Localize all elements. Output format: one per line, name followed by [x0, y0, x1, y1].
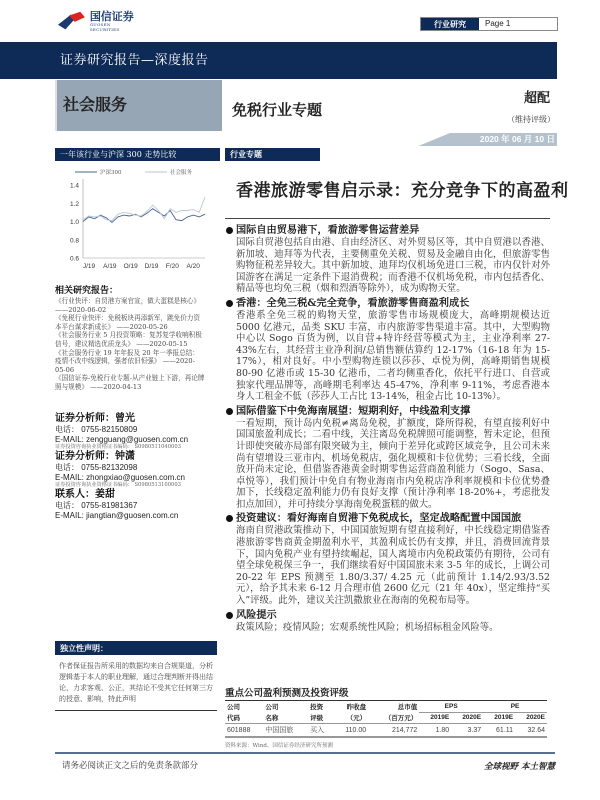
- table-row: [225, 724, 547, 738]
- related-report-link[interactable]: 《行业快评：自贸港方案官宣，做大蛋糕是核心》 ——2020-06-02: [55, 297, 201, 314]
- bullet-icon: [226, 515, 233, 522]
- company-logo: [58, 8, 138, 34]
- industry-name: 社会服务: [55, 80, 222, 131]
- th: 2020E: [526, 714, 545, 722]
- th: 昨收盘: [346, 703, 367, 711]
- section: [226, 405, 550, 511]
- x-tick-label: J/19: [82, 263, 96, 270]
- cell: 1.80: [419, 724, 451, 738]
- section-heading-text: 投资建议：看好海南自贸港下免税成长，坚定战略配置中国国旅: [236, 512, 522, 525]
- section: [226, 297, 550, 403]
- th: 总市值: [397, 703, 418, 711]
- related-report-link[interactable]: 《社会服务行业 5 月投资策略：复苏复学收响积极信号，建议精选优质龙头》 ——2020-05-15: [55, 331, 202, 348]
- th: 公司: [227, 703, 240, 711]
- date-bar-mask: [55, 133, 450, 146]
- analyst-phone: 电话： 0755-82132098: [55, 463, 138, 472]
- logo-subtext: GUOSEN SECURITIES: [89, 21, 120, 32]
- related-report-link[interactable]: 《国信证券-免税行业专题-从产业链上下游，再论牌照与规模》 ——2020-04-13: [55, 374, 205, 391]
- analyst-name: 证券分析师：曾光: [55, 413, 135, 424]
- bullet-icon: [226, 612, 233, 619]
- rating: 超配: [523, 91, 550, 106]
- x-tick-label: A/19: [103, 263, 117, 270]
- related-reports: [55, 286, 205, 392]
- contact-email[interactable]: E-MAIL: jiangtian@guosen.com.cn: [55, 510, 179, 520]
- cell: 32.64: [515, 724, 547, 738]
- analyst-cert: 证券投资咨询执业资格证书编码： S0980511040003: [55, 444, 181, 450]
- logo-icon: [58, 11, 86, 31]
- divider: [225, 218, 550, 219]
- x-tick-label: A/20: [186, 263, 200, 270]
- disclaimer-title: 独立性声明：: [55, 641, 217, 655]
- cell: 买入: [308, 724, 333, 738]
- analyst-info: [55, 413, 205, 520]
- legend-label: 社会服务: [170, 170, 193, 176]
- rating-note: （维持评级）: [507, 115, 555, 124]
- section-heading: [226, 405, 550, 418]
- th-pe: PE: [483, 701, 547, 712]
- bullet-icon: [226, 300, 233, 307]
- page-title: 香港旅游零售启示录：充分竞争下的高盈利: [236, 181, 569, 201]
- performance-chart: [55, 163, 215, 275]
- y-tick-label: 1.2: [69, 200, 79, 208]
- analyst-name: 证券分析师：钟潇: [55, 451, 135, 462]
- cell: 214,772: [368, 724, 419, 738]
- disclaimer-text: 作者保证报告所采用的数据均来自合规渠道，分析逻辑基于本人的职业理解，通过合理判断并得出结论，力求客观、公正，其结论不受其它任何第三方的授意、影响，特此声明: [59, 662, 213, 703]
- y-tick-label: 0.6: [69, 255, 79, 263]
- section-heading-text: 风险提示: [236, 608, 277, 621]
- cell: 中国国旅: [263, 724, 308, 738]
- section-body: 一看短期，预计岛内免税≠离岛免税，扩额度，降所得税，有望直接利好中国国旅盈利成长；二看中线，关注离岛免税牌照可能调整，暂未定论，但预计即使突破亦局部有限突破为主，倾向于差异化或跨区域竞争，且公司未来尚有望增设三亚市内、机场免税店，强化规模和卡位优势；三看长线，全面放开尚未定论，但借鉴香港黄金时期零售运营商盈利能力（Sogo、Sasa、卓悦等），我们预计中免自有物业海南市内免税店净利率规模和卡位优势叠加下，长线稳定盈利能力仍有良好支撑（预计净利率 18-20%+，考虑批发扣点加回），并可持续分享海南免税蛋糕的做大。: [236, 417, 550, 510]
- section-heading-text: 国际自由贸易港下，看旅游零售运营差异: [236, 224, 420, 236]
- x-tick-label: F/20: [165, 263, 179, 270]
- th: 投资: [310, 703, 324, 711]
- cell: 601888: [225, 724, 263, 738]
- section-heading-text: 香港：全免三税&完全竞争，看旅游零售商盈利成长: [236, 296, 470, 309]
- related-report-link[interactable]: 《社会服务行业 19 年年报及 20 年一季报总结：疫情不改中线逻辑，强者依旧恒强》 ——2020-05-06: [55, 348, 199, 374]
- footer-line: [55, 752, 225, 754]
- y-tick-label: 1.0: [69, 219, 79, 226]
- footer-disclaimer: 请务必阅读正文之后的免责条款部分: [62, 761, 199, 771]
- report-date: 2020 年 06 月 10 日: [479, 134, 555, 144]
- section-tag: 行业专题: [225, 148, 320, 161]
- analyst-email[interactable]: E-MAIL: zengguang@guosen.com.cn: [55, 434, 189, 444]
- analyst-phone: 电话： 0755-82150809: [55, 425, 138, 434]
- section-body: 国际自贸港包括自由港、自由经济区、对外贸易区等，其中自贸港以香港、新加坡、迪拜等为代表，主要侧重免关税、贸易及金融自由化，但旅游零售购物征税差异较大。其中新加坡、迪拜均仅机场免进口三税，市内仅针对外国游客在满足一定条件下退消费税；而香港不仅机场免税，市内包括香化、精品等也均免三税（烟和烈酒等除外），成为购物天堂。: [236, 237, 550, 295]
- cell: 3.37: [451, 724, 483, 738]
- forecast-table: [225, 685, 547, 749]
- page-number: Page 1: [485, 19, 511, 28]
- related-report-link[interactable]: 《免税行业快评：免税板块再添新军，跳免价力资本平台谋求新成长》 ——2020-05-26: [55, 314, 201, 331]
- main-content: [226, 224, 550, 635]
- th: （元）: [346, 714, 367, 722]
- th: 代码: [227, 714, 240, 722]
- cell: 61.11: [483, 724, 515, 738]
- th: 2019E: [494, 714, 514, 722]
- section: [226, 609, 550, 634]
- bullet-icon: [226, 408, 233, 415]
- page-tag: [420, 17, 558, 31]
- bullet-icon: [226, 227, 233, 234]
- section-heading-text: 国际借鉴下中免海南展望：短期利好，中线盈利支撑: [236, 404, 471, 417]
- x-tick-label: D/19: [144, 263, 159, 270]
- table-title: 重点公司盈利预测及投资评级: [225, 685, 547, 701]
- x-tick-label: O/19: [123, 263, 138, 270]
- th: 2020E: [462, 714, 482, 722]
- contact-name: 联系人：姜甜: [55, 489, 115, 500]
- table-source: 资料来源：Wind、国信证券经济研究所预测: [225, 743, 333, 749]
- th: （百万元）: [384, 714, 418, 722]
- section-heading: [226, 512, 550, 525]
- contact-phone: 电话： 0755-81981367: [55, 501, 138, 510]
- report-topic: 免税行业专题: [232, 101, 323, 119]
- slogan: 全球视野 本土智慧: [484, 762, 555, 772]
- th-eps: EPS: [419, 701, 483, 712]
- section-body: 政策风险；疫情风险；宏观系统性风险；机场招标租金风险等。: [236, 621, 499, 633]
- analyst-cert: 证券投资咨询执业资格证书编码： S0980513100003: [55, 482, 181, 488]
- section: [226, 512, 550, 606]
- th: 评级: [310, 714, 324, 722]
- section-body: 海南自贸港政策推动下，中国国旅短期有望直接利好，中长线稳定期借鉴香港旅游零售商黄金期盈利水平，其盈利成长仍有支撑，并且，消费回流背景下，国内免税产业有望持续崛起，国人离境市内免税政策仍有期待，公司有望全球免税保三争一，我们继续看好中国国旅未来 3-5 年的成长，上调公司 20-22 年 EPS 预测至 1.80/3.37/ 4.25 元（此前预计 1.14/2.93/3.52 元），给予其未来 6-12 月合理市值 2600 亿元（21 年 40x），坚定维持“买入”评级。此外，建议关注凯撒旅业在海南的免税布局等。: [236, 525, 550, 607]
- section-heading: [226, 224, 550, 237]
- y-tick-label: 1.4: [69, 182, 79, 190]
- section-heading: [226, 297, 550, 310]
- section: [226, 224, 550, 295]
- category-label: 行业研究: [421, 18, 479, 30]
- section-heading: [226, 609, 550, 622]
- related-title: 相关研究报告：: [55, 286, 119, 296]
- th: 2019E: [430, 714, 450, 722]
- y-tick-label: 0.8: [69, 237, 79, 245]
- legend-label: 沪深300: [100, 170, 122, 176]
- report-type-band: 证券研究报告—深度报告: [0, 42, 557, 79]
- logo-text: 国信证券: [89, 9, 134, 23]
- th: 公司: [265, 703, 279, 711]
- analyst-email[interactable]: E-MAIL: zhongxiao@guosen.com.cn: [55, 472, 185, 482]
- independence-statement: [55, 641, 217, 711]
- footer-line: [225, 752, 555, 754]
- section-body: 香港系全免三税的购物天堂，旅游零售市场规模庞大，高峰期规模达近 5000 亿港元，品类 SKU 丰富，市内旅游零售渠道丰富。其中，大型购物中心以 Sogo 百货为例，以自营+特许经营等模式为主，主业净利率 27-43%左右，其经营主业净利润/总销售额估算约 12-17%（16-18 年为 15-17%），相对良好。中小型购物连锁以莎莎、卓悦为例，高峰期销售规模 80-90 亿港币或 15-30 亿港币，二者均侧重香化，依托平行进口、自营或独家代理品牌等，高峰期毛利率达 45-47%，净利率 9-11%，考虑香港本身人工租金不低（莎莎人工占比 13-14%，租金占比 10-13%）。: [236, 309, 550, 403]
- cell: 110.00: [333, 724, 368, 738]
- chart-header: 一年该行业与沪深 300 走势比较: [55, 148, 220, 161]
- th: 名称: [265, 714, 279, 722]
